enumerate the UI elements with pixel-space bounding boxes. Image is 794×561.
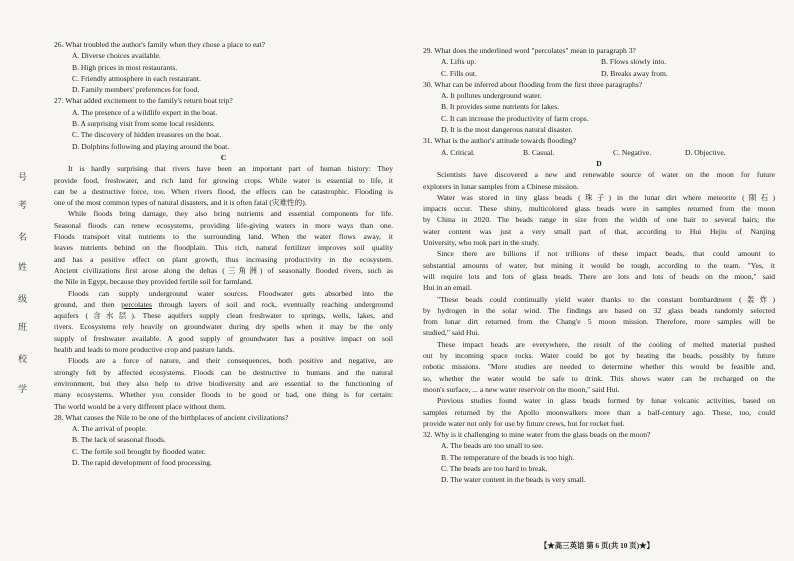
answer-option[interactable]: B. It provides some nutrients for lakes. (441, 102, 560, 112)
option-row (423, 147, 775, 158)
answer-option[interactable]: A. Critical. (441, 147, 475, 157)
option-row (423, 56, 775, 67)
answer-option[interactable]: B. High prices in most restaurants. (72, 62, 178, 72)
passage-c-paragraph-2: While floods bring damage, they also bring nutrients and essential components for life. Seasonal floods can renew ecosystems, providing life-giving waters in more ways than one. Floods transport vital nutrients to the surrounding land. When the water flows away, it leaves nutrients behind on the floodplain. This rich, natural fertilizer improves soil quality and has a positive effect on plant growth, thus increasing productivity in the ecosystem. Ancient civilizations first arose along the deltas (三角洲) of seasonally flooded rivers, such as the Nile in Egypt, because they provided fertile soil for farmland. (54, 209, 393, 287)
question-stem: 32. Why is it challenging to mine water from the glass beads on the moon? (423, 430, 651, 440)
answer-option[interactable]: C. Fills out. (441, 68, 477, 78)
answer-option[interactable]: A. The beads are too small to see. (441, 441, 544, 451)
margin-label: 校 (18, 354, 28, 364)
question-stem: 26. What troubled the author's family when they chose a place to eat? (54, 40, 266, 49)
answer-option[interactable]: D. The water content in the beads is very small. (441, 475, 586, 485)
answer-option[interactable]: D. It is the most dangerous natural disaster. (441, 125, 573, 135)
margin-label: 学 (18, 384, 28, 394)
question-stem: 28. What causes the Nile to be one of the birthplaces of ancient civilizations? (54, 412, 289, 422)
answer-option[interactable]: B. The lack of seasonal floods. (72, 435, 166, 445)
margin-label: 姓 (18, 262, 28, 272)
question-stem: 31. What is the author's attitude towards flooding? (423, 136, 577, 146)
answer-option[interactable]: C. The fertile soil brought by flooded water. (72, 446, 206, 456)
answer-option[interactable]: A. Lifts up. (441, 57, 477, 67)
margin-label: 级 (18, 294, 28, 304)
answer-option[interactable]: B. A surprising visit from some local residents. (72, 119, 215, 129)
binding-margin (18, 170, 30, 400)
question-stem: 27. What added excitement to the family's return boat trip? (54, 96, 233, 106)
passage-c-paragraph-1: It is hardly surprising that rivers have been an important part of human history: They provide food, freshwater, and rich land for growing crops. While water is essential to life, it can be a destructive force, too. When rivers flood, the effects can be catastrophic. Flooding is one of the most common types of natural disasters, and it is often fatal (灾难性的). (54, 164, 393, 208)
passage-c-paragraph-4: Floods are a force of nature, and their consequences, both positive and negative, are strongly felt by affected ecosystems. Floods can be destructive to humans and the natural environment, but they also help to drive biodiversity and are essential to the functioning of many ecosystems. Whether you consider floods to be good or bad, one thing is for certain: The world would be a very different place without them. (54, 356, 393, 411)
margin-label: 名 (18, 232, 28, 242)
passage-d-paragraph-4: "These beads could continually yield water thanks to the constant bombardment (轰炸) by hydrogen in the solar wind. The findings are based on 32 glass beads randomly selected from lunar dirt returned from the Chang'e 5 moon mission. Therefore, more samples will be studied," said Hui. (423, 294, 775, 338)
margin-label: 考 (18, 200, 28, 210)
answer-option[interactable]: C. The beads are too hard to break. (441, 463, 548, 473)
passage-d-paragraph-5: These impact beads are everywhere, the result of the cooling of melted material pushed out by incoming space rocks. Water could be got by heating the beads, possibly by future robotic missions. "More studies are needed to determine whether this would be feasible and, so, whether the water would be safe to drink. This shows water can be recharged on the moon's surface, ... a new water reservoir on the moon," said Hui. (423, 339, 775, 394)
section-heading-d: D (596, 158, 602, 168)
answer-option[interactable]: B. Flows slowly into. (601, 57, 667, 67)
left-column (54, 39, 393, 468)
answer-option[interactable]: D. The rapid development of food processing. (72, 457, 212, 467)
passage-d-paragraph-1: Scientists have discovered a new and renewable source of water on the moon for future explorers in lunar samples from a Chinese mission. (423, 170, 775, 191)
question-stem: 29. What does the underlined word "percolates" mean in paragraph 3? (423, 46, 636, 55)
answer-option[interactable]: D. Breaks away from. (601, 68, 668, 78)
margin-label: 号 (18, 172, 28, 182)
question-26 (54, 39, 393, 50)
question-stem: 30. What can be inferred about flooding from the first three paragraphs? (423, 79, 643, 89)
passage-d-paragraph-2: Water was stored in tiny glass beads (珠子) in the lunar dirt where meteorite (陨石) impacts occur. These shiny, multicolored glass beads were in samples returned from the moon by China in 2020. The beads range in size from the width of one hair to several hairs; the water content was just a very small part of that, according to Hui Hejiu of Nanjing University, who took part in the study. (423, 192, 775, 248)
answer-option[interactable]: B. Casual. (523, 147, 555, 157)
passage-c-paragraph-3: Floods can supply underground water sources. Floodwater gets absorbed into the ground, and then percolates through layers of soil and rock, eventually reaching underground aquifers (含水层). These aquifers supply clean freshwater to springs, wells, lakes, and rivers. Ecosystems rely heavily on groundwater during dry spells when it may be the only supply of freshwater available. A good supply of groundwater has a positive impact on soil health and leads to more productive crop and pasture lands. (54, 288, 393, 355)
right-column (423, 45, 775, 486)
answer-option[interactable]: C. Negative. (613, 147, 652, 157)
page-footer: 【★高三英语 第 6 页(共 10 页)★】 (540, 541, 654, 550)
answer-option[interactable]: D. Dolphins following and playing around the boat. (72, 141, 230, 151)
answer-option[interactable]: C. It can increase the productivity of farm crops. (441, 113, 589, 123)
answer-option[interactable]: A. It pollutes underground water. (441, 91, 542, 101)
answer-option[interactable]: C. The discovery of hidden treasures on the boat. (72, 130, 222, 140)
answer-option[interactable]: A. Diverse choices available. (72, 51, 161, 61)
margin-label: 班 (18, 322, 28, 332)
passage-d-paragraph-6: Previous studies found water in glass beads formed by lunar volcanic activities, based on samples returned by the Apollo moonwalkers more than a half-century ago. These, too, could provide water not only for use by future crews, but for rocket fuel. (423, 396, 775, 428)
answer-option[interactable]: D. Objective. (685, 147, 726, 157)
section-heading-c: C (220, 152, 227, 162)
answer-option[interactable]: A. The arrival of people. (72, 424, 147, 434)
underlined-word: percolates (121, 299, 152, 309)
answer-option[interactable]: B. The temperature of the beads is too high. (441, 452, 575, 462)
passage-d-paragraph-3: Since there are billions if not trillions of these impact beads, that could amount to substantial amounts of water, but mining it would be tough, according to the team. "Yes, it will require lots and lots of glass beads. There are lots and lots of beads on the moon," said Hui in an email. (423, 249, 775, 293)
option-row (423, 68, 775, 79)
answer-option[interactable]: D. Family members' preferences for food. (72, 85, 200, 95)
answer-option[interactable]: C. Friendly atmosphere in each restaurant. (72, 73, 201, 83)
answer-option[interactable]: A. The presence of a wildlife expert in the boat. (72, 107, 218, 117)
